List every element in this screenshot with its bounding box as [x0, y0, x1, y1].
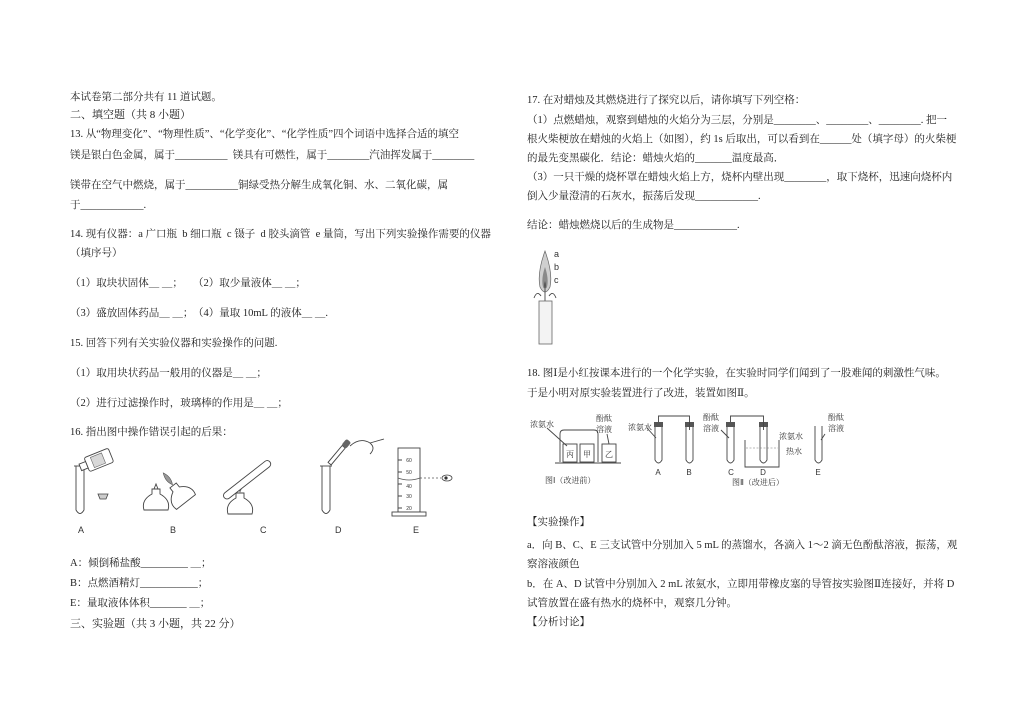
q14-stem-cont: （填序号） [70, 248, 123, 259]
q13-line1: 镁是银白色金属，属于__________ 镁具有可燃性，属于________汽油挥发属于________ [70, 150, 475, 161]
intro-line: 本试卷第二部分共有 11 道试题。 [70, 92, 222, 103]
q15-item2: （2）进行过滤操作时，玻璃棒的作用是＿ ＿； [70, 398, 288, 409]
q17-line2: 根火柴梗放在蜡烛的火焰上（如图），约 1s 后取出，可以看到在______处（填字母）的火柴梗 [527, 134, 957, 145]
figure-label-d: D [335, 525, 342, 535]
q14-item2: （2）取少量液体＿ ＿； [193, 278, 306, 289]
fig2-hot-water-label: 热水 [786, 447, 802, 456]
fig2-tube-e: E [815, 468, 821, 477]
q17-line1: （1）点燃蜡烛，观察到蜡烛的火焰分为三层，分别是________、________、________. 把一 [527, 115, 947, 126]
q13-line2: 镁带在空气中燃烧，属于__________铜绿受热分解生成氧化铜、水、二氧化碳，属 [70, 180, 448, 191]
q16-figure [70, 440, 470, 540]
flame-label-b: b [554, 262, 560, 272]
q18-line1: 18. 图Ⅰ是小红按课本进行的一个化学实验，在实验时同学们闻到了一股难闻的刺激性气味。 [527, 368, 946, 379]
fig2-tube-c: C [728, 468, 734, 477]
figure-a-pouring-illustration [74, 448, 114, 513]
q15-item1: （1）取用块状药品一般用的仪器是＿ ＿； [70, 368, 267, 379]
q14-item3: （3）盛放固体药品＿ ＿； [70, 308, 194, 319]
figure-b-lamps-illustration [143, 465, 196, 510]
q14-item4: （4）量取 10mL 的液体＿ ＿. [193, 308, 328, 319]
analysis-title: 【分析讨论】 [527, 617, 590, 628]
q18-figure [525, 410, 855, 490]
fig2-caption: 图Ⅱ（改进后） [732, 478, 784, 487]
fig2-phenolphthalein-mid-1: 酚酞 [703, 413, 719, 422]
operation-title: 【实验操作】 [527, 517, 590, 528]
cylinder-mark-20: 20 [406, 506, 412, 512]
figure-2-apparatus [647, 416, 825, 467]
fig2-tube-b: B [686, 468, 692, 477]
q16-answer-a: A：倾倒稀盐酸_________ ＿； [70, 558, 212, 569]
operation-b-line2: 试管放置在盛有热水的烧杯中，观察几分钟。 [527, 598, 737, 609]
fig1-beaker-bing: 丙 [566, 450, 574, 459]
figure-d-dropper-illustration [320, 439, 384, 514]
q16-answer-b: B：点燃酒精灯___________； [70, 578, 209, 589]
q18-line2: 于是小明对原实验装置进行了改进，装置如图Ⅱ。 [527, 388, 755, 399]
q17-stem: 17. 在对蜡烛及其燃烧进行了探究以后，请你填写下列空格： [527, 95, 806, 106]
cylinder-mark-60: 60 [406, 458, 412, 464]
fig1-ammonia-label: 浓氨水 [530, 420, 554, 429]
fig1-caption: 图Ⅰ（改进前） [545, 476, 596, 485]
section-experiment-title: 三、实验题（共 3 小题，共 22 分） [70, 618, 241, 630]
figure-e-cylinder-illustration [392, 448, 452, 516]
section-fill-in-title: 二、填空题（共 8 小题） [70, 109, 191, 121]
fig2-tube-d: D [760, 468, 766, 477]
fig2-tube-a: A [655, 468, 661, 477]
figure-label-b: B [170, 525, 177, 535]
q16-answer-e: E：量取液体体积_______ ＿； [70, 598, 211, 609]
fig1-phenolphthalein-label-1: 酚酞 [596, 414, 612, 423]
cylinder-mark-40: 40 [406, 484, 412, 490]
fig2-phenolphthalein-mid-2: 溶液 [703, 424, 719, 433]
q13-stem: 13. 从“物理变化”、“物理性质”、“化学变化”、“化学性质”四个词语中选择合适的填空 [70, 129, 460, 140]
flame-label-c: c [554, 275, 559, 285]
flame-label-a: a [554, 249, 560, 259]
q17-line5: 倒入少量澄清的石灰水，振荡后发现____________. [527, 191, 761, 202]
cylinder-mark-50: 50 [406, 470, 412, 476]
fig2-ammonia-label-left: 浓氨水 [628, 423, 652, 432]
cylinder-mark-30: 30 [406, 494, 412, 500]
operation-a-line1: a．向 B、C、E 三支试管中分别加入 5 mL 的蒸馏水，各滴入 1～2 滴无色酚酞溶液，振荡，观 [527, 540, 958, 551]
fig1-beaker-yi: 乙 [605, 450, 613, 459]
fig1-beaker-jia: 甲 [583, 450, 591, 459]
figure-label-e: E [413, 525, 420, 535]
q13-line3: 于____________. [70, 200, 147, 211]
fig1-phenolphthalein-label-2: 溶液 [596, 425, 612, 434]
candle-figure [528, 245, 568, 345]
operation-b-line1: b．在 A、D 试管中分别加入 2 mL 浓氨水，立即用带橡皮塞的导管按实验图Ⅱ连接好，并将 D [527, 579, 955, 590]
fig2-phenolphthalein-right-1: 酚酞 [828, 413, 844, 422]
fig2-phenolphthalein-right-2: 溶液 [828, 424, 844, 433]
q17-line4: （3）一只干燥的烧杯罩在蜡烛火焰上方，烧杯内壁出现________，取下烧杯，迅速向烧杯内 [527, 172, 953, 183]
q16-stem: 16. 指出图中操作错误引起的后果： [70, 427, 233, 438]
q14-item1: （1）取块状固体＿ ＿； [70, 278, 183, 289]
candle-body [539, 301, 552, 344]
candle-flame-illustration [534, 251, 556, 301]
fig2-ammonia-label-beaker: 浓氨水 [779, 432, 803, 441]
q14-stem: 14. 现有仪器：a 广口瓶 b 细口瓶 c 镊子 d 胶头滴管 e 量筒，写出下列实验操作需要的仪器 [70, 229, 491, 240]
q17-line3: 的最先变黑碳化．结论：蜡烛火焰的_______温度最高． [527, 153, 785, 164]
figure-label-c: C [260, 525, 267, 535]
figure-label-a: A [78, 525, 85, 535]
q17-conclusion: 结论：蜡烛燃烧以后的生成物是____________. [527, 220, 740, 231]
figure-c-heating-illustration [222, 459, 272, 514]
q15-stem: 15. 回答下列有关实验仪器和实验操作的问题. [70, 338, 278, 349]
operation-a-line2: 察溶液颜色 [527, 559, 580, 570]
